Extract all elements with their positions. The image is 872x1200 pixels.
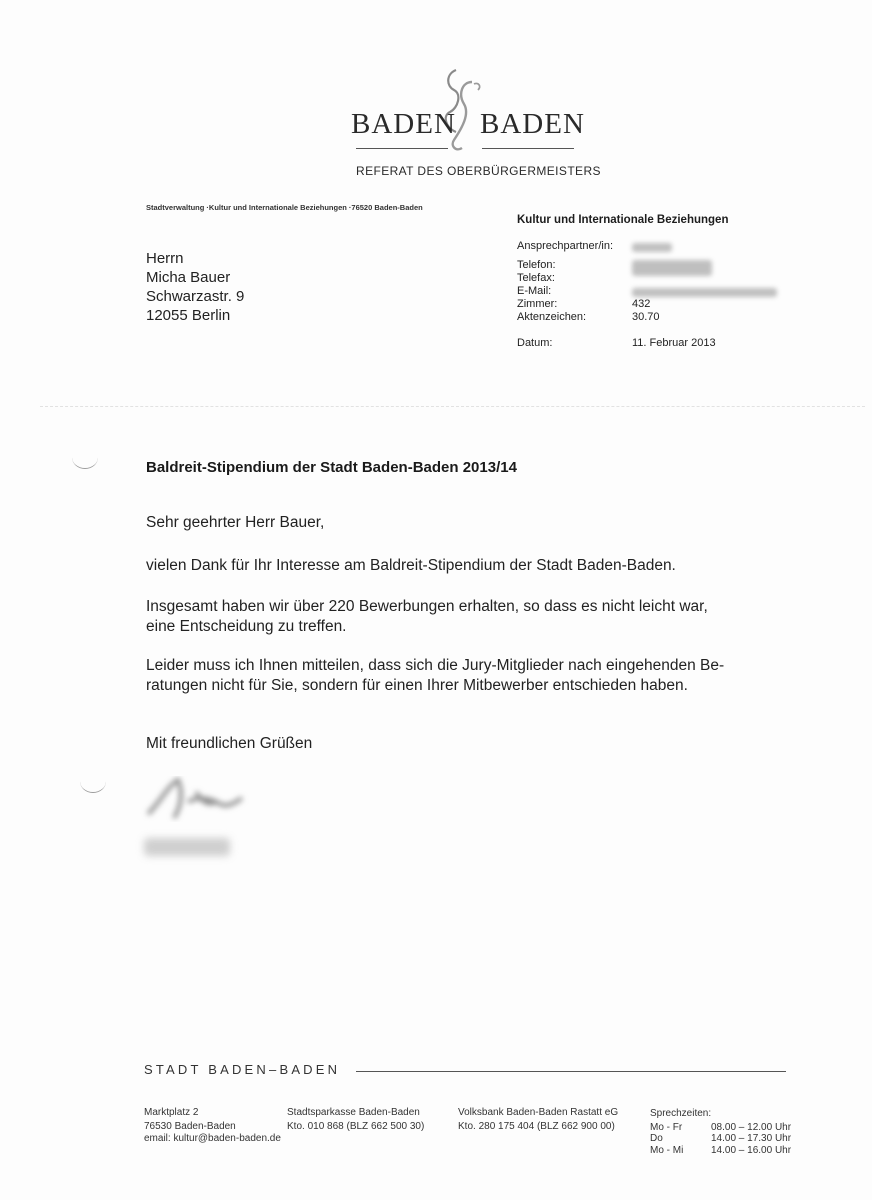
room-value: 432 <box>632 298 651 310</box>
date-value: 11. Februar 2013 <box>632 337 716 349</box>
office-hours-days: Do <box>650 1133 663 1144</box>
phone-label: Telefon: <box>517 259 556 271</box>
office-hours-days: Mo - Fr <box>650 1122 683 1133</box>
bank-2-name: Volksbank Baden-Baden Rastatt eG <box>458 1107 619 1118</box>
punch-hole-upper <box>72 446 98 469</box>
footer-address-street: Marktplatz 2 <box>144 1107 199 1118</box>
office-hours-days: Mo - Mi <box>650 1145 684 1156</box>
bank-2-account: Kto. 280 175 404 (BLZ 662 900 00) <box>458 1121 615 1132</box>
date-label: Datum: <box>517 337 553 349</box>
sender-return-line: Stadtverwaltung ·Kultur und Internationale Beziehungen ·76520 Baden-Baden <box>146 203 423 212</box>
recipient-salutation: Herrn <box>146 250 184 267</box>
file-number-label: Aktenzeichen: <box>517 311 587 323</box>
office-hours-title: Sprechzeiten: <box>650 1108 712 1119</box>
paragraph-3-line-2: ratungen nicht für Sie, sondern für einen Ihrer Mitbewerber entschieden haben. <box>146 677 688 694</box>
recipient-city: 12055 Berlin <box>146 307 231 324</box>
office-hours-time: 14.00 – 16.00 Uhr <box>711 1145 792 1156</box>
room-label: Zimmer: <box>517 298 558 310</box>
letter-salutation: Sehr geehrter Herr Bauer, <box>146 514 325 531</box>
footer-city-title: STADT BADEN–BADEN <box>144 1062 341 1077</box>
paragraph-1: vielen Dank für Ihr Interesse am Baldreit-Stipendium der Stadt Baden-Baden. <box>146 557 676 574</box>
recipient-name: Micha Bauer <box>146 269 231 286</box>
office-subtitle: REFERAT DES OBERBÜRGERMEISTERS <box>356 164 601 178</box>
redacted-phone-fax <box>632 260 712 276</box>
footer-address-city: 76530 Baden-Baden <box>144 1121 236 1132</box>
department-heading: Kultur und Internationale Beziehungen <box>517 214 729 226</box>
redacted-signatory-name <box>144 838 230 856</box>
footer-email: email: kultur@baden-baden.de <box>144 1133 281 1144</box>
email-label: E-Mail: <box>517 285 552 297</box>
punch-hole-lower <box>80 770 106 793</box>
paragraph-2-line-1: Insgesamt haben wir über 220 Bewerbungen erhalten, so dass es nicht leicht war, <box>146 598 708 615</box>
brand-rule-right <box>482 148 574 149</box>
brand-word-left: BADEN <box>351 108 456 140</box>
fax-label: Telefax: <box>517 272 555 284</box>
redacted-contact <box>632 243 672 252</box>
paragraph-2-line-2: eine Entscheidung zu treffen. <box>146 618 347 635</box>
recipient-street: Schwarzastr. 9 <box>146 288 245 305</box>
office-hours-time: 14.00 – 17.30 Uhr <box>711 1133 792 1144</box>
contact-label: Ansprechpartner/in: <box>517 240 613 252</box>
fold-mark-line <box>40 406 865 407</box>
letter-subject: Baldreit-Stipendium der Stadt Baden-Baden 2013/14 <box>146 459 517 476</box>
bank-1-name: Stadtsparkasse Baden-Baden <box>287 1107 420 1118</box>
office-hours-time: 08.00 – 12.00 Uhr <box>711 1122 792 1133</box>
bank-1-account: Kto. 010 868 (BLZ 662 500 30) <box>287 1121 425 1132</box>
handwritten-signature <box>140 772 250 824</box>
brand-word-right: BADEN <box>480 108 585 140</box>
paragraph-3-line-1: Leider muss ich Ihnen mitteilen, dass sich die Jury-Mitglieder nach eingehenden Be- <box>146 657 725 674</box>
file-number-value: 30.70 <box>632 311 660 323</box>
footer-rule <box>356 1071 786 1072</box>
letter-closing: Mit freundlichen Grüßen <box>146 735 313 752</box>
brand-rule-left <box>356 148 448 149</box>
redacted-email <box>632 288 777 297</box>
